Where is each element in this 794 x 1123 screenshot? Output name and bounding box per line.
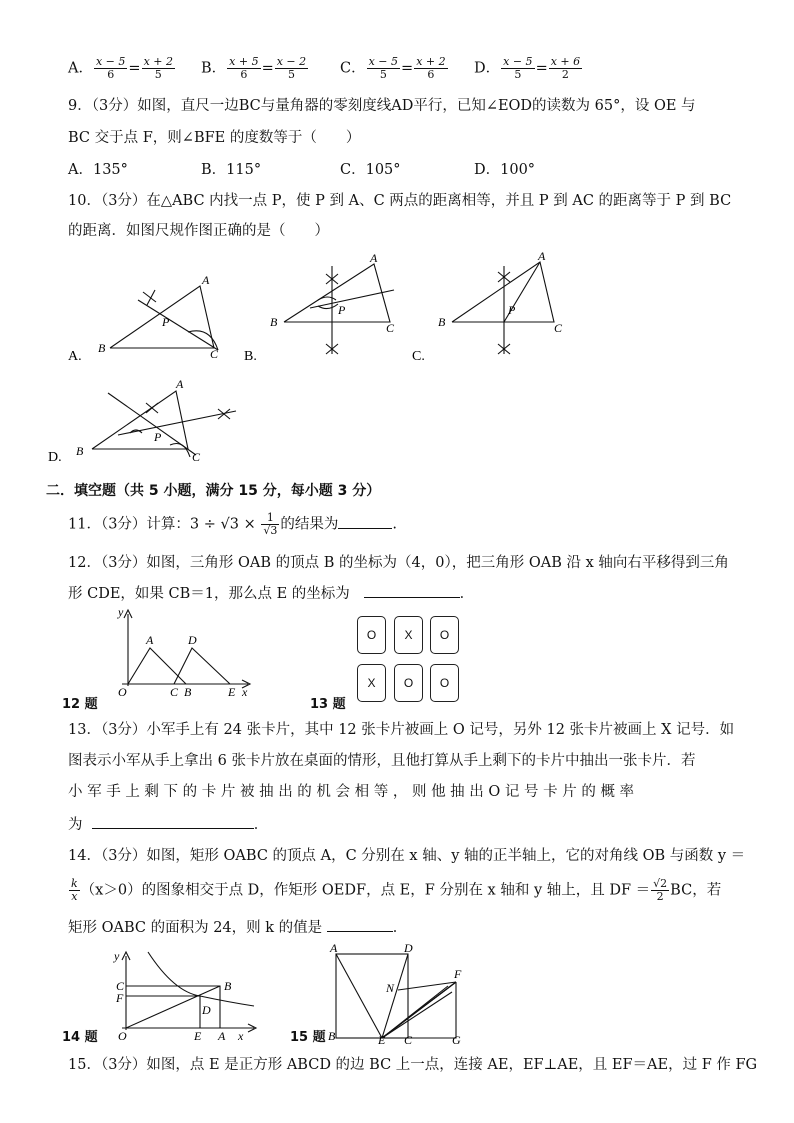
q8-right-fraction-num: x − 2 bbox=[276, 55, 307, 68]
q8-equals: = bbox=[128, 60, 141, 77]
card: X bbox=[357, 664, 386, 702]
q15-point-g: G bbox=[452, 1033, 461, 1044]
q14-line2-mid: （x＞0）的图象相交于点 D，作矩形 OEDF，点 E，F 分别在 x 轴和 y 轴上，且 DF ＝ bbox=[80, 882, 651, 899]
fig-d-point-a: A bbox=[176, 377, 184, 391]
q11-frac-den: √3 bbox=[263, 524, 278, 537]
q8-left-fraction-num: x + 5 bbox=[229, 55, 259, 68]
q14-point-e: E bbox=[194, 1029, 202, 1043]
card: O bbox=[394, 664, 423, 702]
q14-point-c: C bbox=[116, 979, 125, 993]
q12-line1: 12．（3分）如图，三角形 OAB 的顶点 B 的坐标为（4，0），把三角形 OAB 沿 x 轴向右平移得到三角 bbox=[68, 555, 729, 571]
card: O bbox=[357, 616, 386, 654]
fig-b-point-p: P bbox=[338, 303, 346, 317]
q8-right-fraction bbox=[142, 56, 175, 81]
q8-left-fraction-num: x − 5 bbox=[503, 55, 533, 68]
q8-left-fraction-den: 6 bbox=[107, 68, 115, 81]
q11-prefix: 11．（3分）计算：3 ÷ bbox=[68, 516, 221, 533]
q13-answer-blank[interactable] bbox=[92, 814, 254, 829]
q11 bbox=[68, 512, 397, 537]
q15-point-d: D bbox=[404, 941, 413, 955]
fig-c-point-c: C bbox=[554, 321, 563, 335]
q8-equals: = bbox=[535, 60, 548, 77]
q9-option-a: A．135° bbox=[68, 162, 128, 178]
q14-answer-blank[interactable] bbox=[327, 917, 393, 932]
fig-a-point-a: A bbox=[202, 273, 210, 287]
q14-line2 bbox=[68, 878, 721, 903]
q14-axis-x: x bbox=[238, 1029, 244, 1043]
q12-axis-y: y bbox=[118, 606, 124, 619]
q14-origin: O bbox=[118, 1029, 127, 1043]
q11-fraction bbox=[261, 512, 279, 537]
q10-figure-d bbox=[46, 375, 266, 467]
fig-c-point-a: A bbox=[538, 249, 546, 263]
q13-line2: 图表示小军从手上拿出 6 张卡片放在桌面的情形，且他打算从手上剩下的卡片中抽出一张卡片．若 bbox=[68, 753, 696, 769]
q12-point-e: E bbox=[228, 685, 236, 699]
q9-line2: BC 交于点 F，则∠BFE 的度数等于（ ） bbox=[68, 130, 361, 146]
q13-end: ． bbox=[253, 817, 269, 833]
q12-point-d: D bbox=[188, 633, 197, 647]
q12-point-c: C bbox=[170, 685, 179, 699]
q12-axis-x: x bbox=[242, 685, 248, 699]
q12-origin: O bbox=[118, 685, 127, 699]
q14-fig-label: 14 题 bbox=[62, 1030, 98, 1045]
fig-b-point-a: A bbox=[370, 251, 378, 265]
q12-point-b: B bbox=[184, 685, 192, 699]
q8-left-fraction-den: 6 bbox=[240, 68, 248, 81]
q14-line2-end: BC，若 bbox=[670, 882, 722, 899]
q12-answer-blank[interactable] bbox=[364, 583, 460, 598]
q12-end: ． bbox=[459, 586, 475, 602]
q8-right-fraction-den: 6 bbox=[427, 68, 435, 81]
fig-b-option-label: B. bbox=[244, 349, 257, 364]
q15-figure bbox=[322, 940, 472, 1044]
q12-line2-row bbox=[68, 583, 474, 604]
q8-right-fraction bbox=[275, 56, 308, 81]
q11-end: . bbox=[392, 516, 397, 533]
q13-line4-prefix: 为 bbox=[68, 817, 83, 833]
q14-r-den: 2 bbox=[656, 890, 664, 903]
q14-line3: 矩形 OABC 的面积为 24，则 k 的值是 bbox=[68, 920, 323, 936]
q15-point-f: F bbox=[454, 967, 462, 981]
card: O bbox=[430, 664, 459, 702]
q8-right-fraction-num: x + 6 bbox=[550, 55, 581, 68]
card: X bbox=[394, 616, 423, 654]
fig-b-point-c: C bbox=[386, 321, 395, 335]
fig-c-option-label: C. bbox=[412, 349, 425, 364]
q8-right-fraction-den: 2 bbox=[561, 68, 569, 81]
q8-option-label: B． bbox=[201, 60, 227, 77]
q15-point-a: A bbox=[330, 941, 338, 955]
q14-r-num: √2 bbox=[653, 877, 668, 890]
fig-a-option-label: A. bbox=[68, 349, 82, 364]
q14-frac-root2-over-2 bbox=[651, 878, 669, 903]
q14-figure bbox=[104, 944, 264, 1044]
section-2-title: 二．填空题（共 5 小题，满分 15 分，每小题 3 分） bbox=[46, 483, 381, 499]
q13-line1: 13．（3分）小军手上有 24 张卡片，其中 12 张卡片被画上 O 记号，另外 12 张卡片被画上 X 记号．如 bbox=[68, 722, 735, 738]
q13-line4-row bbox=[68, 814, 268, 835]
q8-option-label: A． bbox=[68, 60, 93, 77]
fig-a-point-b: B bbox=[98, 341, 106, 355]
q8-right-fraction bbox=[549, 56, 582, 81]
q11-frac-num: 1 bbox=[261, 512, 279, 525]
q8-left-fraction bbox=[94, 56, 127, 81]
q11-times: × bbox=[239, 516, 261, 533]
q14-point-d: D bbox=[202, 1003, 211, 1017]
q11-suffix: 的结果为 bbox=[280, 516, 339, 533]
q8-left-fraction-num: x − 5 bbox=[95, 55, 126, 68]
q8-right-fraction-den: 5 bbox=[287, 68, 295, 81]
q8-option-label: C． bbox=[340, 60, 366, 77]
q14-point-b: B bbox=[224, 979, 232, 993]
q14-k-num: k bbox=[71, 877, 78, 890]
q14-point-a: A bbox=[218, 1029, 226, 1043]
q8-option bbox=[201, 56, 309, 81]
fig-a-point-c: C bbox=[210, 347, 219, 361]
q8-right-fraction bbox=[414, 56, 447, 81]
q8-left-fraction-den: 5 bbox=[379, 68, 387, 81]
q14-axis-y: y bbox=[114, 949, 120, 963]
q9-line1: 9．（3分）如图，直尺一边BC与量角器的零刻度线AD平行，已知∠EOD的读数为 65°，设 OE 与 bbox=[68, 98, 696, 114]
q8-option-label: D． bbox=[474, 60, 501, 77]
q15-point-c: C bbox=[404, 1033, 413, 1044]
q8-left-fraction-den: 5 bbox=[514, 68, 522, 81]
q14-end: ． bbox=[392, 920, 408, 936]
q8-left-fraction bbox=[367, 56, 400, 81]
q15-point-e: E bbox=[378, 1033, 386, 1044]
q14-line3-row bbox=[68, 917, 407, 938]
q10-line1: 10．（3分）在△ABC 内找一点 P，使 P 到 A、C 两点的距离相等，并且 P 到 AC 的距离等于 P 到 BC bbox=[68, 193, 732, 209]
q8-right-fraction-num: x + 2 bbox=[143, 55, 173, 68]
q8-right-fraction-den: 5 bbox=[154, 68, 162, 81]
q11-answer-blank[interactable] bbox=[338, 514, 392, 529]
q8-left-fraction-num: x − 5 bbox=[368, 55, 399, 68]
fig-a-point-p: P bbox=[162, 315, 170, 329]
q8-option bbox=[474, 56, 583, 81]
fig-d-option-label: D. bbox=[48, 450, 62, 465]
q10-figures-abc bbox=[60, 248, 760, 378]
fig-d-point-c: C bbox=[192, 450, 201, 464]
q8-equals: = bbox=[401, 60, 414, 77]
q15-fig-label: 15 题 bbox=[290, 1030, 326, 1045]
fig-d-point-p: P bbox=[154, 430, 162, 444]
q8-right-fraction-num: x + 2 bbox=[416, 55, 446, 68]
fig-c-point-p: P bbox=[508, 303, 516, 317]
fig-d-point-b: B bbox=[76, 444, 84, 458]
q15-point-b: B bbox=[328, 1029, 336, 1043]
q15-point-n: N bbox=[386, 981, 395, 995]
q12-point-a: A bbox=[146, 633, 154, 647]
q14-frac-k-over-x bbox=[69, 878, 80, 903]
q14-point-f: F bbox=[116, 991, 124, 1005]
q13-line3: 小 军 手 上 剩 下 的 卡 片 被 抽 出 的 机 会 相 等 ， 则 他 抽 出 O 记 号 卡 片 的 概 率 bbox=[68, 784, 635, 800]
q10-line2: 的距离．如图尺规作图正确的是（ ） bbox=[68, 223, 329, 239]
fig-c-point-b: B bbox=[438, 315, 446, 329]
q8-left-fraction bbox=[227, 56, 260, 81]
q13-fig-label: 13 题 bbox=[310, 697, 346, 712]
q8-option bbox=[340, 56, 449, 81]
q12-fig-label: 12 题 bbox=[62, 697, 98, 712]
q12-line2: 形 CDE，如果 CB＝1，那么点 E 的坐标为 bbox=[68, 586, 350, 602]
q14-line1: 14．（3分）如图，矩形 OABC 的顶点 A，C 分别在 x 轴、y 轴的正半轴上，它的对角线 OB 与函数 y ＝ bbox=[68, 848, 746, 864]
q14-k-den: x bbox=[71, 890, 78, 903]
q11-root: √3 bbox=[220, 516, 239, 533]
q15-line1: 15．（3分）如图，点 E 是正方形 ABCD 的边 BC 上一点，连接 AE，EF⊥AE，且 EF＝AE，过 F 作 FG bbox=[68, 1057, 758, 1073]
q8-left-fraction bbox=[501, 56, 534, 81]
q9-option-c: C．105° bbox=[340, 162, 401, 178]
fig-b-point-b: B bbox=[270, 315, 278, 329]
card: O bbox=[430, 616, 459, 654]
q9-option-d: D．100° bbox=[474, 162, 536, 178]
q8-option bbox=[68, 56, 176, 81]
q8-equals: = bbox=[261, 60, 274, 77]
q9-option-b: B．115° bbox=[201, 162, 262, 178]
